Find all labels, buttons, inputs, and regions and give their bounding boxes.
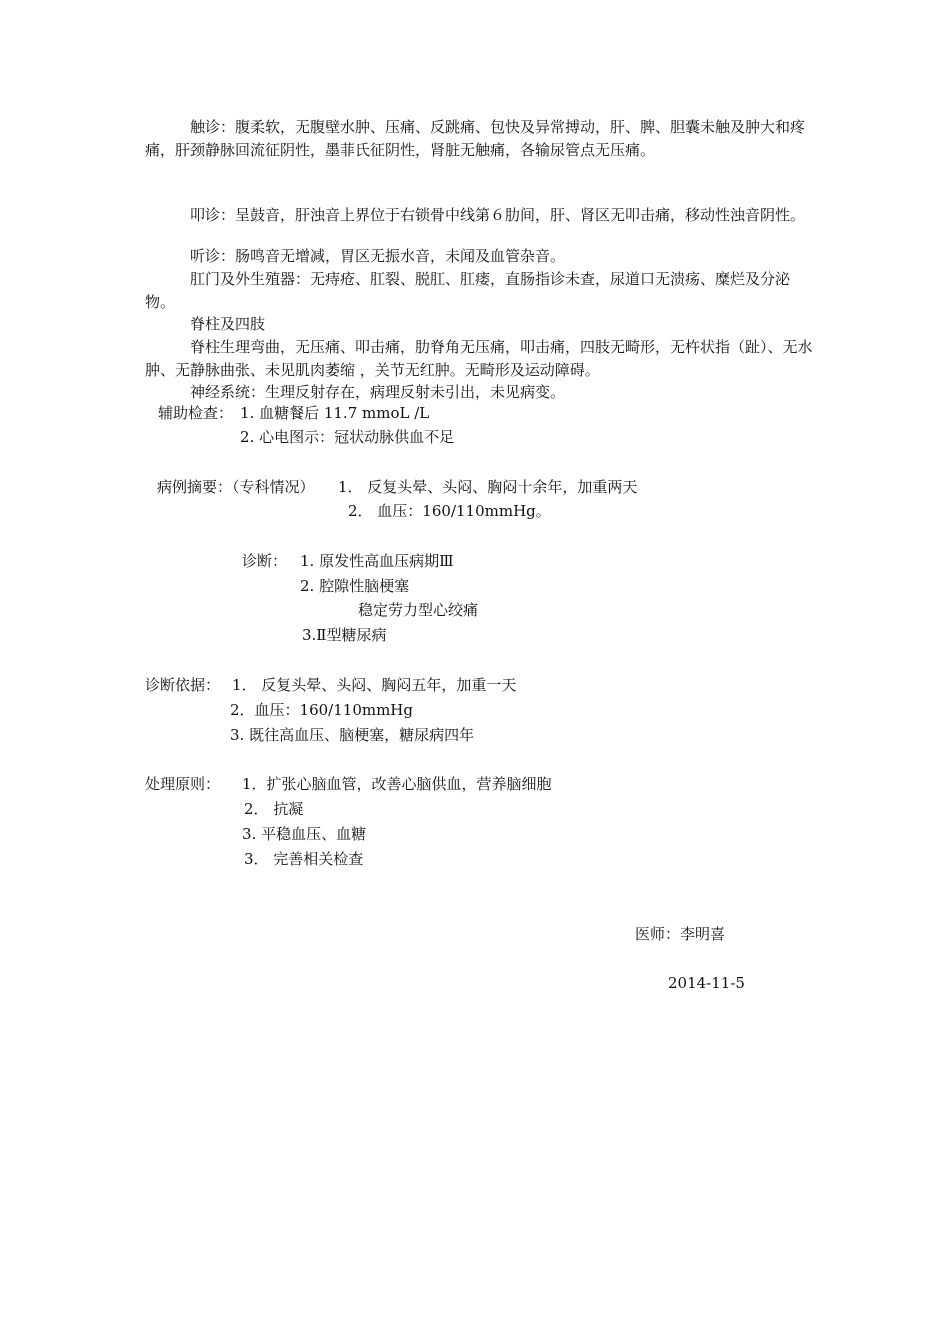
percussion-text: 叩诊：呈鼓音，肝浊音上界位于右锁骨中线第６肋间，肝、肾区无叩击痛，移动性浊音阴性。 (190, 206, 806, 224)
auscultation-paragraph (145, 245, 813, 268)
basis-label: 诊断依据： (145, 676, 221, 694)
basis-item-2: 2．血压：160/110mmHg (230, 701, 413, 719)
basis-item-1: 1． 反复头晕、头闷、胸闷五年，加重一天 (232, 676, 517, 694)
anal-genital-paragraph (145, 268, 813, 314)
aux-item-1: 1. 血糖餐后 11.7 mmoL /L (240, 404, 430, 422)
diagnosis-label: 诊断： (242, 552, 288, 570)
anal-genital-text: 肛门及外生殖器：无痔疮、肛裂、脱肛、肛瘘，直肠指诊未查，尿道口无溃疡、糜烂及分泌物。 (145, 270, 791, 311)
diagnosis-item-2: 2. 腔隙性脑梗塞 (300, 577, 410, 595)
diagnosis-item-1: 1. 原发性高血压病期Ⅲ (300, 552, 454, 570)
aux-item-2: 2. 心电图示：冠状动脉供血不足 (240, 428, 455, 446)
signature-date: 2014-11-5 (668, 974, 745, 992)
summary-item-2: 2． 血压：160/110mmHg。 (348, 502, 551, 520)
spine-heading (145, 313, 813, 336)
treatment-item-3: 3. 平稳血压、血糖 (242, 825, 367, 843)
auscultation-text: 听诊：肠鸣音无增减，胃区无振水音，未闻及血管杂音。 (190, 247, 566, 265)
treatment-item-1: 1．扩张心脑血管，改善心脑供血，营养脑细胞 (242, 775, 552, 793)
summary-label: 病例摘要：（专科情况） (157, 478, 315, 496)
aux-label: 辅助检查： (158, 404, 234, 422)
treatment-label: 处理原则： (145, 775, 221, 793)
treatment-item-2: 2． 抗凝 (244, 800, 304, 818)
summary-item-1: 1． 反复头晕、头闷、胸闷十余年，加重两天 (338, 478, 638, 496)
percussion-paragraph (145, 204, 813, 227)
spine-text: 脊柱生理弯曲，无压痛、叩击痛，肋脊角无压痛，叩击痛，四肢无畸形，无杵状指（趾）、无水肿、无静脉曲张、未见肌肉萎缩 ，关节无红肿。无畸形及运动障碍。 (145, 338, 813, 379)
palpation-paragraph (145, 116, 813, 162)
palpation-text: 触诊：腹柔软，无腹壁水肿、压痛、反跳痛、包快及异常搏动，肝、脾、胆囊未触及肿大和疼痛，肝颈静脉回流征阴性，墨菲氏征阴性，肾脏无触痛，各输尿管点无压痛。 (145, 118, 806, 159)
neuro-text: 神经系统：生理反射存在，病理反射未引出，未见病变。 (190, 383, 566, 401)
spine-paragraph (145, 336, 813, 382)
diagnosis-item-3: 3.Ⅱ型糖尿病 (302, 626, 387, 644)
basis-item-3: 3. 既往高血压、脑梗塞，糖尿病四年 (230, 726, 475, 744)
neuro-paragraph (145, 381, 813, 404)
doctor-signature: 医师：李明喜 (635, 925, 726, 943)
spine-heading-text: 脊柱及四肢 (190, 315, 266, 333)
treatment-item-4: 3． 完善相关检查 (244, 850, 364, 868)
diagnosis-item-2b: 稳定劳力型心绞痛 (358, 601, 479, 619)
